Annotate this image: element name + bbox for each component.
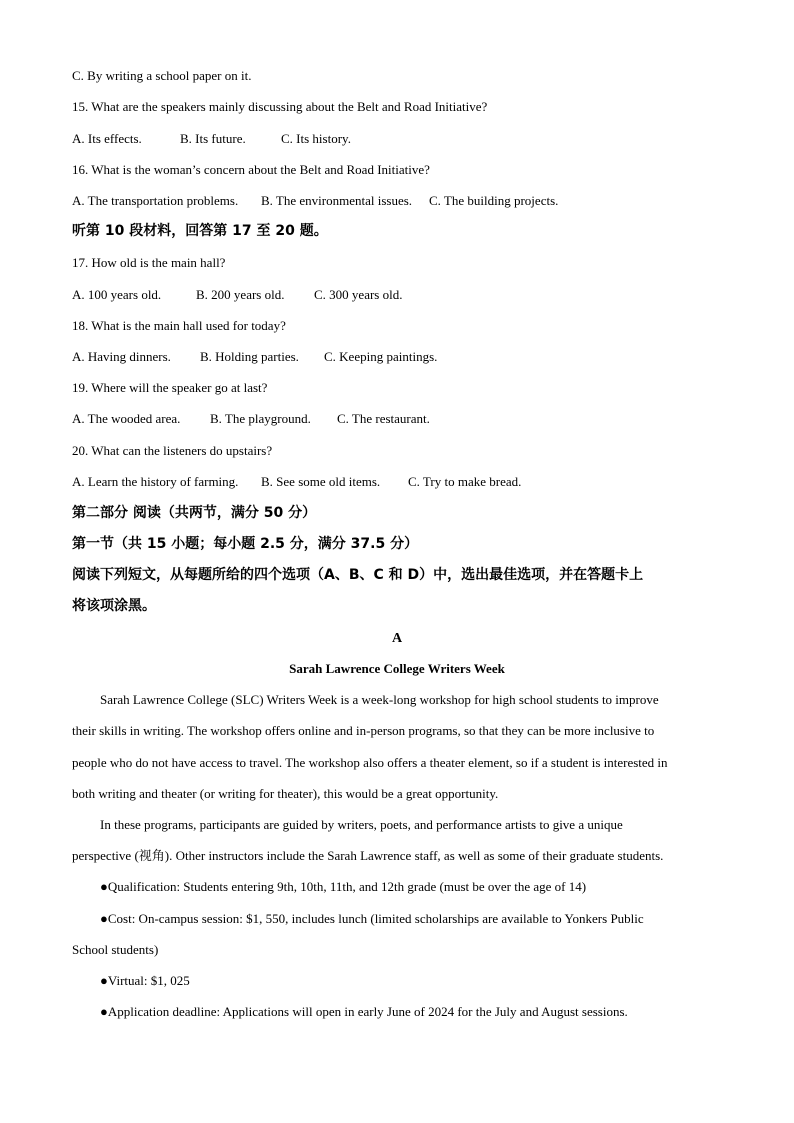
q15-options bbox=[72, 130, 351, 148]
passage-title: Sarah Lawrence College Writers Week bbox=[289, 661, 505, 676]
q17-options bbox=[72, 286, 402, 304]
q14-option-c: C. By writing a school paper on it. bbox=[72, 68, 252, 83]
q20-option-c: C. Try to make bread. bbox=[408, 474, 522, 489]
bullet-cost-line2: School students) bbox=[72, 942, 159, 957]
q16-option-c: C. The building projects. bbox=[429, 193, 559, 208]
paragraph2-line1: In these programs, participants are guided by writers, poets, and performance artists to give a unique bbox=[100, 817, 623, 832]
q16-option-b: B. The environmental issues. bbox=[261, 193, 413, 208]
q15-option-b: B. Its future. bbox=[180, 131, 246, 146]
q18-question: 18. What is the main hall used for today? bbox=[72, 318, 286, 333]
q20-option-b: B. See some old items. bbox=[261, 474, 381, 489]
q17-question: 17. How old is the main hall? bbox=[72, 255, 226, 270]
q15-option-a: A. Its effects. bbox=[72, 131, 142, 146]
section-10-heading: 听第 10 段材料，回答第 17 至 20 题。 bbox=[72, 223, 328, 239]
paragraph1-line3: people who do not have access to travel. The workshop also offers a theater element, so if a student is interested in bbox=[72, 755, 668, 770]
q15-question: 15. What are the speakers mainly discussing about the Belt and Road Initiative? bbox=[72, 99, 488, 114]
q18-option-c: C. Keeping paintings. bbox=[324, 349, 438, 364]
q15-option-c: C. Its history. bbox=[281, 131, 351, 146]
q18-options bbox=[72, 348, 437, 366]
paragraph1-line2: their skills in writing. The workshop offers online and in-person programs, so that they can be more inclusive to bbox=[72, 723, 655, 738]
q20-question: 20. What can the listeners do upstairs? bbox=[72, 443, 273, 458]
paragraph2-line2: perspective (视角). Other instructors include the Sarah Lawrence staff, as well as some of their graduate students. bbox=[72, 848, 664, 863]
reading-instructions-line2: 将该项涂黑。 bbox=[72, 598, 156, 614]
q16-options bbox=[72, 192, 558, 210]
bullet-qualification: ●Qualification: Students entering 9th, 10th, 11th, and 12th grade (must be over the age of 14) bbox=[100, 879, 587, 894]
reading-section-heading: 第一节（共 15 小题；每小题 2.5 分，满分 37.5 分） bbox=[72, 536, 419, 552]
reading-part-heading: 第二部分 阅读（共两节，满分 50 分） bbox=[72, 505, 317, 521]
reading-instructions-line1: 阅读下列短文，从每题所给的四个选项（A、B、C 和 D）中，选出最佳选项，并在答题卡上 bbox=[72, 567, 644, 583]
q17-option-c: C. 300 years old. bbox=[314, 287, 403, 302]
bullet-virtual: ●Virtual: $1, 025 bbox=[100, 973, 190, 988]
q19-option-c: C. The restaurant. bbox=[337, 411, 430, 426]
q19-question: 19. Where will the speaker go at last? bbox=[72, 380, 268, 395]
q17-option-b: B. 200 years old. bbox=[196, 287, 285, 302]
q20-options bbox=[72, 473, 521, 491]
q17-option-a: A. 100 years old. bbox=[72, 287, 162, 302]
q19-options bbox=[72, 410, 430, 428]
passage-letter: A bbox=[391, 631, 403, 646]
q16-option-a: A. The transportation problems. bbox=[72, 193, 239, 208]
q19-option-b: B. The playground. bbox=[210, 411, 311, 426]
bullet-deadline: ●Application deadline: Applications will open in early June of 2024 for the July and August sessions. bbox=[100, 1004, 628, 1019]
bullet-cost-line1: ●Cost: On-campus session: $1, 550, includes lunch (limited scholarships are available to Yonkers Public bbox=[100, 911, 644, 926]
q20-option-a: A. Learn the history of farming. bbox=[72, 474, 239, 489]
paragraph1-line1: Sarah Lawrence College (SLC) Writers Week is a week-long workshop for high school students to improve bbox=[100, 692, 659, 707]
q16-question: 16. What is the woman’s concern about the Belt and Road Initiative? bbox=[72, 162, 430, 177]
paragraph1-line4: both writing and theater (or writing for theater), this would be a great opportunity. bbox=[72, 786, 499, 801]
q18-option-a: A. Having dinners. bbox=[72, 349, 171, 364]
q19-option-a: A. The wooded area. bbox=[72, 411, 181, 426]
q18-option-b: B. Holding parties. bbox=[200, 349, 299, 364]
